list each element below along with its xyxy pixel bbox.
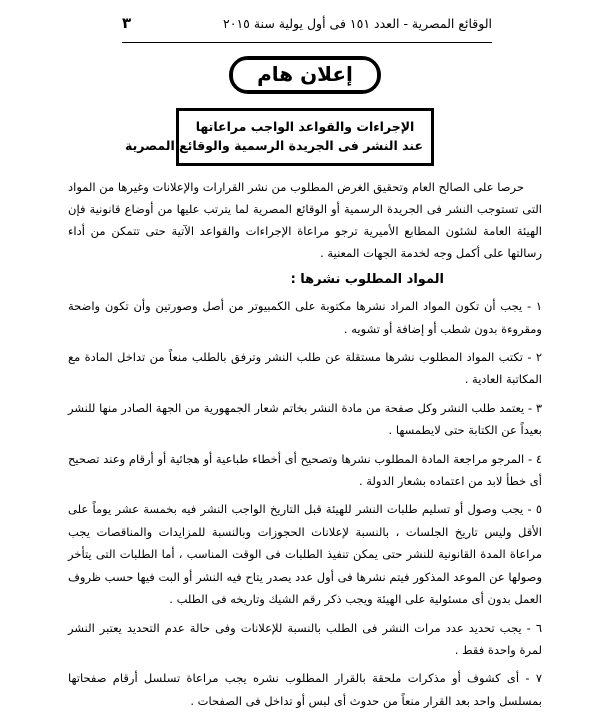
subtitle-line-1: الإجراءات والقواعد الواجب مراعاتها [195, 119, 415, 134]
page-number: ٣ [122, 14, 132, 32]
list-item [68, 498, 542, 610]
list-item-marker: ٣ - [527, 400, 543, 415]
header-divider-rule [122, 42, 492, 43]
list-item-text: يجب أن تكون المواد المراد نشرها مكتوبة على الكمبيوتر من أصل وصورتين وأن تكون واضحة ومقروءة بدون شطب أو إضافة أو تشويه . [68, 299, 542, 336]
rules-list [68, 295, 542, 712]
list-item-marker: ٥ - [527, 502, 543, 517]
list-item-marker: ٦ - [526, 620, 543, 635]
list-item-text: يعتمد طلب النشر وكل صفحة من مادة النشر بخاتم شعار الجمهورية من الجهة الصادر منها للنشر بعيداً عن الكتابة حتى لايطمسها . [68, 400, 542, 438]
intro-paragraph: حرصا على الصالح العام وتحقيق الغرض المطلوب من نشر القرارات والإعلانات وغيرها من المواد التى تستوجب النشر فى الجريدة الرسمية أو الوقائع المصرية لما يترتب عليها من أوضاع قانونية فإن الهيئة العامة لشئون المطابع الأميرية ترجو مراعاة الإجراءات والقواعد الآتية حتى تتمكن من أداء رسالتها على أكمل وجه لخدمة الجهات المعنية . [68, 180, 542, 261]
list-item-text: أى كشوف أو مذكرات ملحقة بالقرار المطلوب نشره يجب مراعاة تسلسل أرقام صفحاتها بمسلسل واحد بعد القرار منعاً من حدوث أى لبس أو تداخل فى الصفحات . [68, 671, 542, 708]
list-item [68, 397, 542, 442]
announcement-title-box [229, 56, 381, 94]
list-item-marker: ١ - [526, 299, 542, 314]
announcement-title-inner-border [232, 59, 378, 91]
list-item-text: تكتب المواد المطلوب نشرها مستقلة عن طلب النشر وترفق بالطلب منعاً من تداخل المادة مع المكاتبة العادية . [68, 349, 542, 387]
running-head [122, 16, 492, 38]
announcement-title-text: إعلان هام [257, 62, 353, 86]
list-item [68, 617, 542, 662]
section-heading: المواد المطلوب نشرها : [290, 272, 444, 288]
list-item-marker: ٢ - [527, 349, 543, 364]
subtitle-box [125, 108, 434, 166]
list-item-text: يجب تحديد عدد مرات النشر فى الطلب بالنسبة للإعلانات وفى حالة عدم التحديد يعتبر النشر لمرة واحدة فقط . [68, 620, 542, 658]
subtitle-line-2: عند النشر فى الجريدة الرسمية والوقائع المصرية [125, 138, 423, 154]
list-item-marker: ٧ - [525, 671, 543, 686]
list-item [68, 295, 542, 340]
list-item [68, 346, 542, 391]
list-item-marker: ٤ - [527, 451, 543, 466]
list-item-text: يجب وصول أو تسليم طلبات النشر للهيئة قبل التاريخ الواجب النشر فيه بخمسة عشر يوماً على الأقل وليس تاريخ الجلسات ، بالنسبة لإعلانات الحجوزات وبالنسبة للمزايدات والمناقصات يجب مراعاة المدة القانونية للنشر حتى يمكن تنفيذ الطلبات فى الوقت المناسب ، أما الطلبات التى يتأخر وصولها عن الموعد المذكور فيتم نشرها فى أول عدد يصدر يتاح فيه النشر أو البت فيها حسب ظروف العمل بدون أى مسئولية على الهيئة ويجب ذكر رقم الشيك وتاريخه فى الطلب . [68, 502, 542, 607]
list-item-text: المرجو مراجعة المادة المطلوب نشرها وتصحيح أى أخطاء طباعية أو هجائية أو أرقام وعند تصحيح أى خطأ لابد من اعتماده بشعار الدولة . [68, 451, 542, 489]
document-body [68, 176, 542, 718]
running-head-text: الوقائع المصرية - العدد ١٥١ فى أول يولية سنة ٢٠١٥ [223, 16, 492, 31]
list-item [68, 448, 542, 493]
list-item [68, 667, 542, 712]
